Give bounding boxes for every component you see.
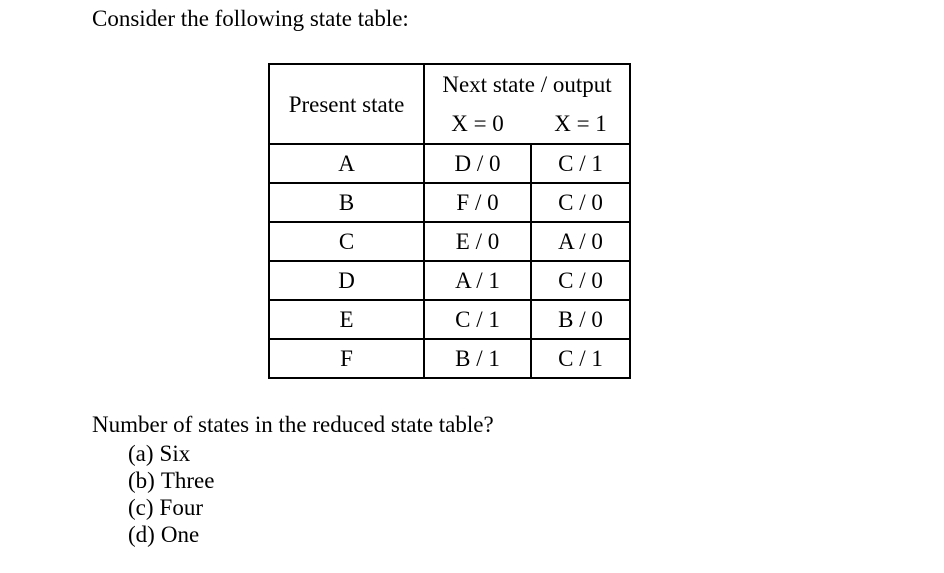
option-a: [128, 440, 214, 467]
next-x0-cell: D / 0: [454, 151, 501, 176]
header-present-state: Present state: [288, 91, 405, 117]
header-next-state-output: Next state / output: [442, 71, 612, 97]
answer-options: [128, 440, 214, 548]
option-b: [128, 467, 214, 494]
state-cell: D: [338, 268, 355, 293]
option-label: (a): [128, 441, 154, 466]
next-x0-cell: C / 1: [455, 307, 500, 332]
state-cell: B: [338, 190, 355, 215]
next-x1-cell: C / 0: [558, 268, 603, 293]
option-text: Four: [159, 495, 203, 520]
option-label: (b): [128, 468, 155, 493]
next-x0-cell: A / 1: [455, 268, 500, 293]
state-cell: F: [340, 346, 353, 371]
state-cell: C: [338, 229, 355, 254]
next-x1-cell: B / 0: [558, 307, 603, 332]
option-c: [128, 494, 214, 521]
header-x0: X = 0: [451, 110, 504, 136]
next-x0-cell: E / 0: [455, 229, 500, 254]
state-table: [268, 63, 631, 379]
next-x0-cell: B / 1: [455, 346, 500, 371]
header-x1: X = 1: [554, 110, 607, 136]
option-text: One: [160, 522, 200, 547]
option-d: [128, 521, 214, 548]
next-x1-cell: A / 0: [558, 229, 603, 254]
next-x1-cell: C / 1: [558, 346, 603, 371]
option-text: Three: [160, 468, 215, 493]
option-text: Six: [159, 441, 191, 466]
next-x1-cell: C / 1: [558, 151, 603, 176]
intro-text: Consider the following state table:: [92, 6, 409, 31]
state-cell: A: [338, 151, 355, 176]
next-x1-cell: C / 0: [558, 190, 603, 215]
option-label: (d): [128, 522, 155, 547]
option-label: (c): [128, 495, 154, 520]
question-text: Number of states in the reduced state table?: [92, 412, 494, 437]
state-cell: E: [339, 307, 354, 332]
next-x0-cell: F / 0: [456, 190, 499, 215]
